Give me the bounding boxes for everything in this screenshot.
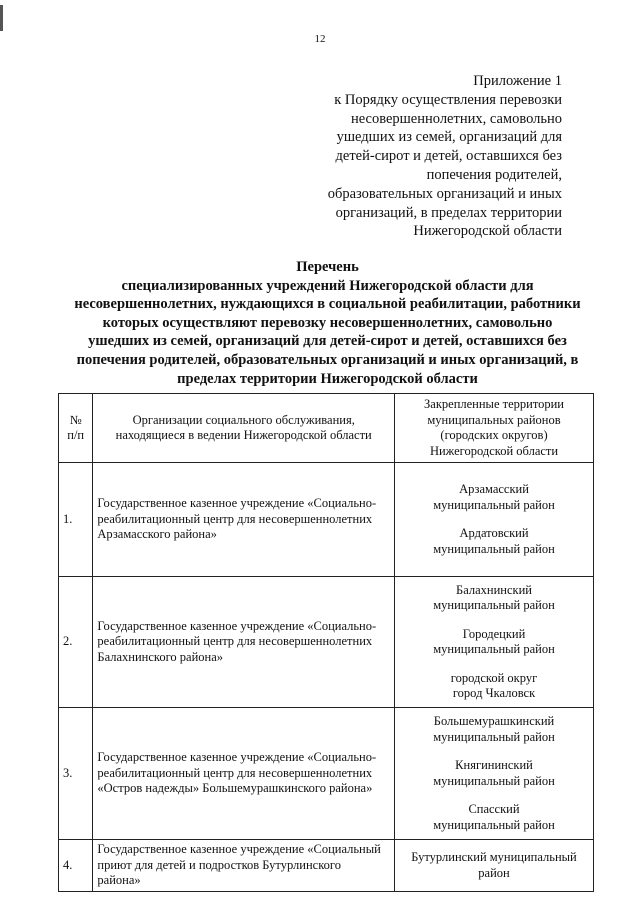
table-row [59, 577, 594, 708]
territory-item: Бутурлинский муниципальный район [411, 850, 577, 880]
row-territories [395, 708, 594, 840]
title-line: ушедших из семей, организаций для детей-сирот и детей, оставшихся без [88, 333, 567, 350]
appendix-line: организаций, в пределах территории [335, 204, 562, 221]
title-line: несовершеннолетних, нуждающихся в социальной реабилитации, работники [74, 296, 581, 313]
territory-item: Балахнинский муниципальный район [433, 582, 555, 612]
appendix-line: попечения родителей, [426, 166, 562, 183]
table-header-row [59, 394, 594, 463]
row-territories [395, 463, 594, 577]
table-row [59, 708, 594, 840]
row-number: 2. [59, 577, 93, 708]
row-number: 4. [59, 840, 93, 892]
header-number: № п/п [59, 394, 93, 463]
title-line: специализированных учреждений Нижегородской области для [121, 277, 534, 294]
binding-edge-mark [0, 5, 3, 31]
title-line: пределах территории Нижегородской области [177, 370, 478, 387]
territory-item: Городецкий муниципальный район [433, 626, 555, 656]
appendix-line: ушедших из семей, организаций для [336, 129, 562, 146]
appendix-line: Приложение 1 [473, 73, 562, 89]
territory-item: Арзамасский муниципальный район [433, 482, 555, 512]
row-organization: Государственное казенное учреждение «Социально- реабилитационный центр для несовершеннолетних Арзамасского района» [93, 463, 395, 577]
table-row [59, 463, 594, 577]
appendix-block [292, 72, 562, 241]
header-territories: Закрепленные территории муниципальных районов (городских округов) Нижегородской области [395, 394, 594, 463]
appendix-line: Нижегородской области [413, 223, 562, 240]
row-number: 3. [59, 708, 93, 840]
title-line: попечения родителей, образовательных организаций и иных организаций, в [76, 351, 579, 368]
territory-item: городской округ город Чкаловск [450, 670, 538, 700]
document-title [40, 258, 615, 388]
row-organization: Государственное казенное учреждение «Социальный приют для детей и подростков Бутурлинского района» [93, 840, 395, 892]
row-number: 1. [59, 463, 93, 577]
appendix-line: несовершеннолетних, самовольно [350, 110, 562, 127]
title-line: которых осуществляют перевозку несовершеннолетних, самовольно [102, 314, 553, 331]
territory-item: Ардатовский муниципальный район [433, 526, 555, 556]
row-territories [395, 577, 594, 708]
appendix-line: образовательных организаций и иных [327, 185, 562, 202]
title-line: Перечень [296, 259, 359, 275]
header-organization: Организации социального обслуживания, находящиеся в ведении Нижегородской области [93, 394, 395, 463]
row-territories [395, 840, 594, 892]
page-number: 12 [314, 33, 326, 45]
territory-item: Княгининский муниципальный район [433, 758, 555, 788]
appendix-line: к Порядку осуществления перевозки [334, 91, 562, 108]
row-organization: Государственное казенное учреждение «Социально- реабилитационный центр для несовершеннолетних «Остров надежды» Большемурашкинского района» [93, 708, 395, 840]
appendix-line: детей-сирот и детей, оставшихся без [335, 148, 562, 165]
territory-item: Большемурашкинский муниципальный район [433, 714, 555, 744]
territory-item: Спасский муниципальный район [433, 802, 555, 832]
row-organization: Государственное казенное учреждение «Социально- реабилитационный центр для несовершеннолетних Балахнинского района» [93, 577, 395, 708]
organizations-table [58, 393, 594, 892]
table-row [59, 840, 594, 892]
